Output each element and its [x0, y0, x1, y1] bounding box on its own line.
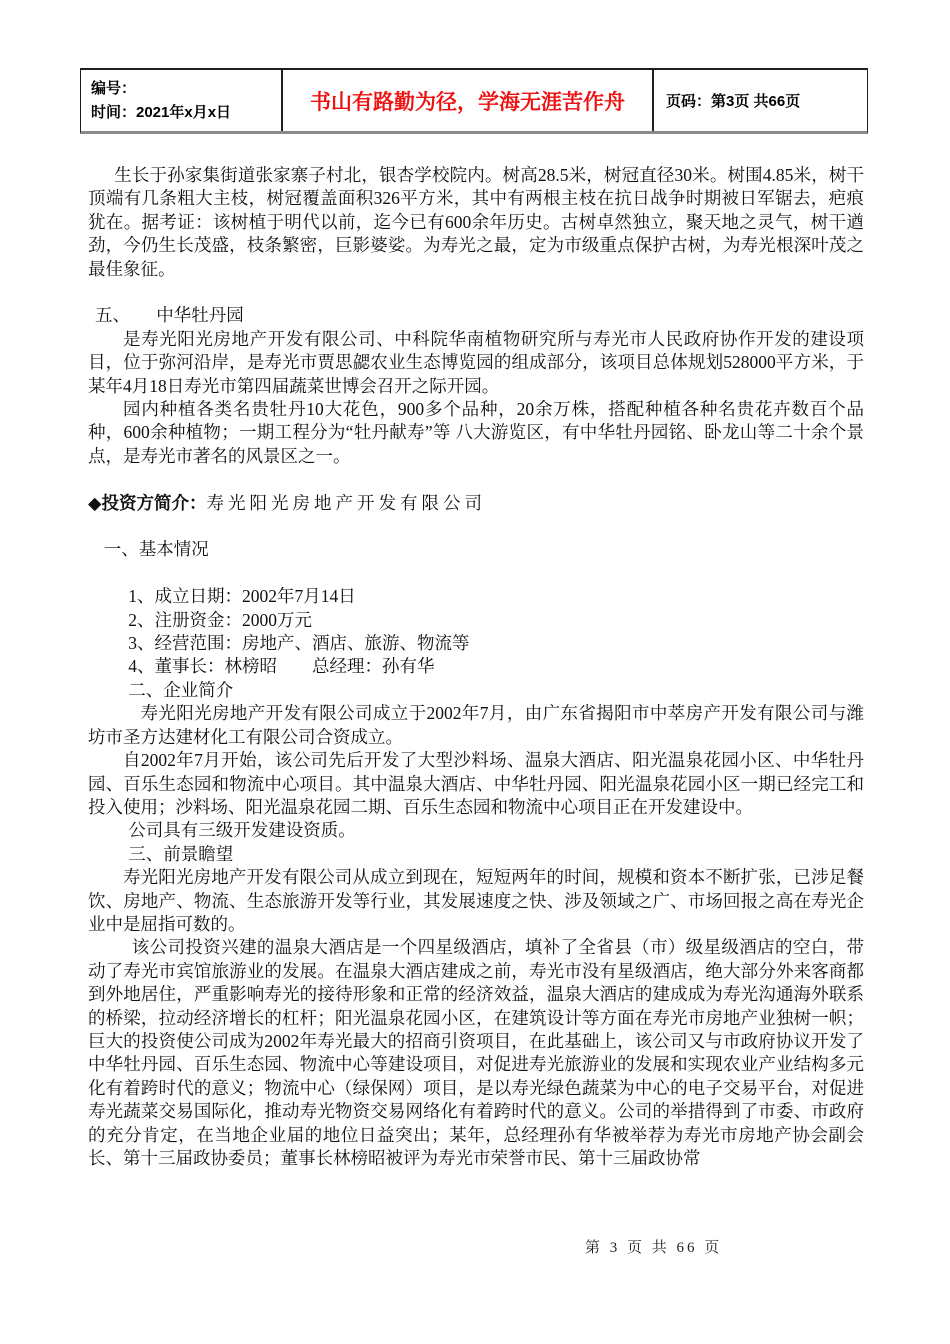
heading-basic-info: 一、基本情况: [103, 539, 209, 560]
header-table: [80, 68, 868, 134]
header-cell-motto: [283, 70, 654, 131]
header-cell-page: [654, 70, 867, 131]
footer-page-indicator: 第 3 页 共 66 页: [585, 1240, 723, 1256]
motto-text: 书山有路勤为径，学海无涯苦作舟: [310, 89, 625, 114]
paragraph-peony-garden-intro: 是寿光阳光房地产开发有限公司、中科院华南植物研究所与寿光市人民政府协作开发的建设项目，位于弥河沿岸，是寿光市贾思勰农业生态博览园的组成部分，该项目总体规划528000平方米，于某年4月18日寿光市第四届蔬菜世博会召开之际开园。: [88, 328, 864, 396]
doc-number-label: 编号：: [91, 79, 137, 97]
heading-company-profile: 二、企业简介: [128, 679, 234, 700]
paragraph-company-projects: 自2002年7月开始，该公司先后开发了大型沙料场、温泉大酒店、阳光温泉花园小区、中华牡丹园、百乐生态园和物流中心项目。其中温泉大酒店、中华牡丹园、阳光温泉花园小区一期已经完工和投入使用；沙料场、阳光温泉花园二期、百乐生态园和物流中心项目正在开发建设中。: [88, 750, 864, 817]
heading-outlook: 三、前景瞻望: [128, 843, 234, 864]
blank-line: [88, 468, 864, 491]
blank-line: [88, 281, 864, 304]
document-body: [88, 164, 864, 1170]
investor-intro-line: [88, 492, 864, 515]
paragraph-hotel-and-projects: 该公司投资兴建的温泉大酒店是一个四星级酒店，填补了全省县（市）级星级酒店的空白，带动了寿光市宾馆旅游业的发展。在温泉大酒店建成之前，寿光市没有星级酒店，绝大部分外来客商都到外地居住，严重影响寿光的接待形象和正常的经济效益，温泉大酒店的建成成为寿光沟通海外联系的桥梁，拉动经济增长的杠杆；阳光温泉花园小区，在建筑设计等方面在寿光市房地产业独树一帜；巨大的投资使公司成为2002年寿光最大的招商引资项目，在此基础上，该公司又与市政府协议开发了中华牡丹园、百乐生态园、物流中心等建设项目，对促进寿光旅游业的发展和实现农业产业结构多元化有着跨时代的意义；物流中心（绿保网）项目，是以寿光绿色蔬菜为中心的电子交易平台，对促进寿光蔬菜交易国际化，推动寿光物资交易网络化有着跨时代的意义。公司的举措得到了市委、市政府的充分肯定，在当地企业届的地位日益突出；某年，总经理孙有华被举荐为寿光市房地产协会副会长、第十三届政协委员；董事长林榜昭被评为寿光市荣誉市民、第十三届政协常: [88, 937, 864, 1168]
section-heading-peony-garden: 五、 中华牡丹园: [95, 305, 244, 326]
doc-time-label: 时间：2021年x月x日: [91, 103, 232, 121]
list-item-business-scope: 3、经营范围：房地产、酒店、旅游、物流等: [128, 633, 470, 654]
paragraph-qualification: 公司具有三级开发建设资质。: [128, 820, 356, 841]
blank-line: [88, 562, 864, 585]
page-number-label: 页码：第3页 共66页: [666, 93, 801, 110]
paragraph-company-founding: 寿光阳光房地产开发有限公司成立于2002年7月，由广东省揭阳市中萃房产开发有限公司与潍坊市圣方达建材化工有限公司合资成立。: [88, 703, 864, 747]
list-item-registered-capital: 2、注册资金：2000万元: [128, 609, 312, 630]
paragraph-ginkgo-tree: 生长于孙家集街道张家寨子村北，银杏学校院内。树高28.5米，树冠直径30米。树围4.85米，树干顶端有几条粗大主枝，树冠覆盖面积326平方米，其中有两根主枝在抗日战争时期被日军锯去，疤痕犹在。据考证：该树植于明代以前，迄今已有600余年历史。古树卓然独立，聚天地之灵气，树干遒劲，今仍生长茂盛，枝条繁密，巨影婆娑。为寿光之最，定为市级重点保护古树，为寿光根深叶茂之最佳象征。: [88, 165, 864, 279]
header-cell-meta: [81, 70, 283, 131]
investor-intro-label: ◆投资方简介：: [88, 492, 207, 513]
paragraph-peony-garden-plants: 园内种植各类名贵牡丹10大花色，900多个品种，20余万株，搭配种植各种名贵花卉数百个品种，600余种植物；一期工程分为“牡丹献寿”等 八大游览区，有中华牡丹园铭、卧龙山等二十余个景点，是寿光市著名的风景区之一。: [88, 399, 864, 466]
list-item-founding-date: 1、成立日期：2002年7月14日: [128, 586, 356, 607]
paragraph-company-growth: 寿光阳光房地产开发有限公司从成立到现在，短短两年的时间，规模和资本不断扩张，已涉足餐饮、房地产、物流、生态旅游开发等行业，其发展速度之快、涉及领域之广、市场回报之高在寿光企业中是屈指可数的。: [88, 867, 864, 934]
blank-line: [88, 515, 864, 538]
list-item-chairman: 4、董事长：林榜昭 总经理：孙有华: [128, 656, 435, 677]
investor-company-name: 寿光阳光房地产开发有限公司: [206, 492, 486, 513]
